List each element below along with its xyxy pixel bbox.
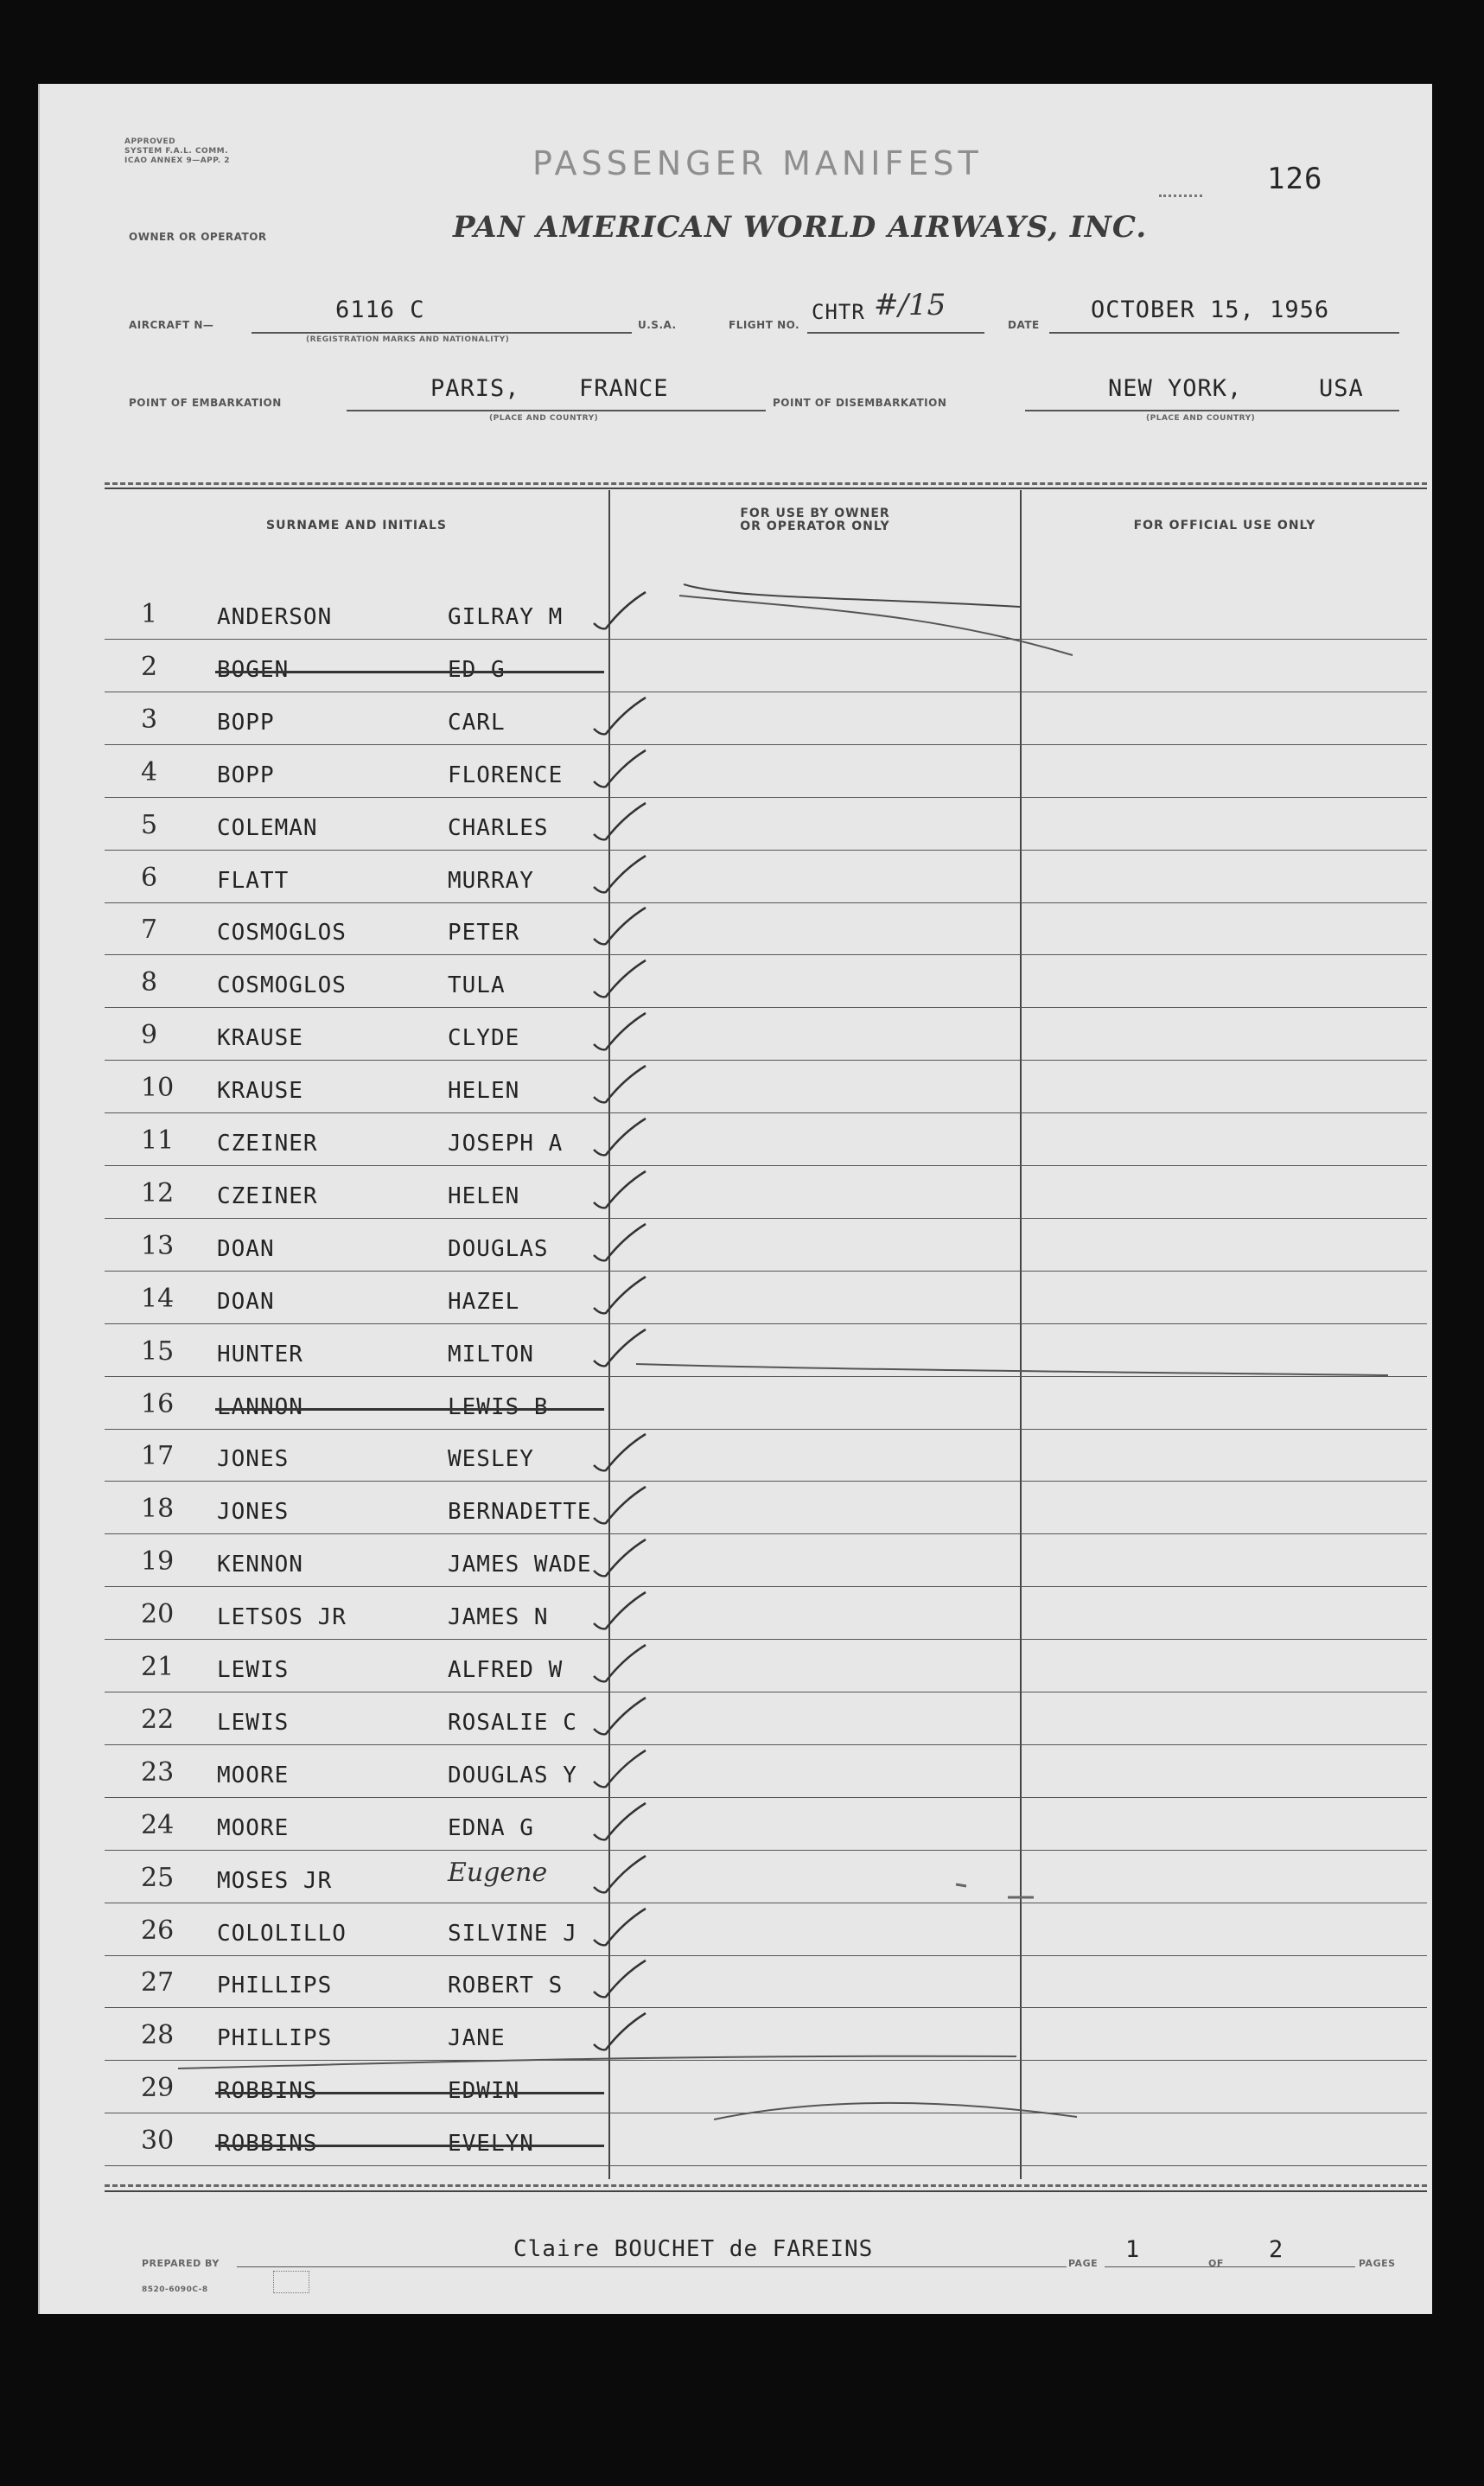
row-number: 20	[141, 1599, 175, 1630]
passenger-surname: CZEINER	[217, 1131, 318, 1157]
disembarkation-note: (PLACE AND COUNTRY)	[1146, 414, 1256, 423]
row-number: 25	[141, 1862, 175, 1893]
approval-line: APPROVED	[124, 137, 176, 146]
embarkation-city: PARIS,	[430, 375, 520, 402]
passenger-surname: PHILLIPS	[217, 1973, 333, 1999]
passenger-given-name: CLYDE	[448, 1025, 520, 1052]
prepared-by-label: PREPARED BY	[142, 2258, 220, 2269]
row-number: 28	[141, 2020, 175, 2051]
official-use-column-header: FOR OFFICIAL USE ONLY	[1133, 519, 1316, 532]
row-number: 13	[141, 1230, 175, 1261]
pages-label: PAGES	[1359, 2258, 1396, 2269]
prepared-by-underline	[237, 2266, 1067, 2267]
passenger-surname: MOSES JR	[217, 1867, 333, 1894]
passenger-given-name: MILTON	[448, 1341, 534, 1367]
passenger-surname: JONES	[217, 1499, 290, 1526]
prepared-by-name: Claire BOUCHET de FAREINS	[513, 2236, 874, 2262]
passenger-surname: COLEMAN	[217, 814, 318, 841]
approval-line: SYSTEM F.A.L. COMM.	[124, 147, 229, 156]
row-number: 11	[141, 1125, 175, 1156]
disembarkation-label: POINT OF DISEMBARKATION	[773, 397, 947, 409]
passenger-given-name: GILRAY M	[448, 604, 564, 630]
owner-use-header-line: FOR USE BY OWNER	[740, 507, 890, 520]
disembarkation-city: NEW YORK,	[1108, 375, 1243, 402]
row-number: 12	[141, 1177, 175, 1208]
page-label: PAGE	[1068, 2258, 1099, 2269]
row-number: 26	[141, 1915, 175, 1946]
passenger-surname: MOORE	[217, 1762, 290, 1788]
passenger-surname: DOAN	[217, 1288, 275, 1315]
row-number: 18	[141, 1494, 175, 1525]
passenger-given-name: HAZEL	[448, 1288, 520, 1315]
passenger-given-name: SILVINE J	[448, 1920, 577, 1947]
row-number: 14	[141, 1283, 175, 1314]
passenger-given-name: JANE	[448, 2025, 506, 2052]
row-number: 29	[141, 2073, 175, 2104]
row-number: 23	[141, 1756, 175, 1788]
passenger-given-name: CHARLES	[448, 814, 549, 841]
passenger-surname: COLOLILLO	[217, 1920, 347, 1947]
passenger-given-name: CARL	[448, 709, 506, 736]
passenger-given-name: DOUGLAS Y	[448, 1762, 577, 1788]
passenger-surname: CZEINER	[217, 1182, 318, 1209]
page-underline	[1105, 2266, 1355, 2267]
row-number: 15	[141, 1335, 175, 1367]
passenger-given-name: DOUGLAS	[448, 1235, 549, 1262]
row-number: 8	[141, 967, 158, 998]
stray-pen-marks	[956, 1884, 1034, 1897]
disembarkation-country: USA	[1319, 375, 1364, 402]
operator-name: PAN AMERICAN WORLD AIRWAYS, INC.	[453, 210, 1148, 245]
embarkation-country: FRANCE	[579, 375, 669, 402]
embarkation-note: (PLACE AND COUNTRY)	[489, 414, 599, 423]
row-number: 2	[141, 651, 158, 682]
row-16-strike-scribble	[636, 1364, 1388, 1375]
passenger-surname: BOPP	[217, 709, 275, 736]
handwritten-marks	[40, 84, 1432, 2314]
passenger-given-name: TULA	[448, 972, 506, 999]
row-29-strike-scribble	[178, 2056, 1016, 2068]
passenger-surname: FLATT	[217, 867, 290, 894]
passenger-surname: PHILLIPS	[217, 2025, 333, 2052]
aircraft-number: 6116 C	[335, 296, 425, 323]
row-number: 1	[141, 599, 158, 629]
row-number: 4	[141, 756, 158, 787]
passenger-given-name: BERNADETTE	[448, 1499, 592, 1526]
row-number: 3	[141, 704, 158, 735]
passenger-given-name: MURRAY	[448, 867, 534, 894]
passenger-surname: BOPP	[217, 762, 275, 788]
usa-label: U.S.A.	[638, 319, 677, 331]
approval-line: ICAO ANNEX 9—APP. 2	[124, 156, 231, 165]
flight-date: OCTOBER 15, 1956	[1091, 296, 1330, 323]
passenger-given-name: ED G	[448, 656, 506, 683]
embarkation-label: POINT OF EMBARKATION	[129, 397, 282, 409]
surname-column-header: SURNAME AND INITIALS	[266, 519, 447, 532]
passenger-given-name: ROSALIE C	[448, 1709, 577, 1736]
manifest-sheet	[38, 84, 1432, 2314]
row-number: 24	[141, 1809, 175, 1840]
passenger-surname: MOORE	[217, 1814, 290, 1841]
passenger-given-name: EDNA G	[448, 1814, 534, 1841]
passenger-given-name: WESLEY	[448, 1446, 534, 1473]
passenger-surname: LANNON	[217, 1393, 303, 1420]
date-label: DATE	[1008, 319, 1040, 331]
passenger-surname: LEWIS	[217, 1709, 290, 1736]
row-2-strike-scribble	[684, 584, 1020, 607]
passenger-surname: KRAUSE	[217, 1025, 303, 1052]
passenger-surname: BOGEN	[217, 656, 290, 683]
passenger-given-name: EDWIN	[448, 2078, 520, 2105]
page-number: 1	[1125, 2236, 1141, 2263]
passenger-surname: ANDERSON	[217, 604, 333, 630]
passenger-surname: KENNON	[217, 1552, 303, 1578]
form-number: 8520-6090C-8	[142, 2285, 208, 2294]
passenger-given-name: HELEN	[448, 1182, 520, 1209]
row-30-strike-scribble	[714, 2103, 1077, 2119]
passenger-surname: JONES	[217, 1446, 290, 1473]
of-label: OF	[1208, 2258, 1224, 2269]
owner-use-header-line: OR OPERATOR ONLY	[740, 520, 890, 533]
row-number: 9	[141, 1020, 158, 1051]
page-stamp-number: 126	[1267, 162, 1323, 196]
row-number: 16	[141, 1388, 175, 1419]
row-number: 10	[141, 1073, 175, 1104]
row-number: 27	[141, 1967, 175, 1998]
passenger-surname: COSMOGLOS	[217, 972, 347, 999]
registration-note: (REGISTRATION MARKS AND NATIONALITY)	[306, 335, 510, 344]
passenger-surname: ROBBINS	[217, 2131, 318, 2158]
page-total: 2	[1269, 2236, 1284, 2263]
passenger-given-name: JAMES N	[448, 1604, 549, 1631]
row-number: 6	[141, 862, 158, 893]
passenger-given-name: FLORENCE	[448, 762, 564, 788]
passenger-given-name: JOSEPH A	[448, 1131, 564, 1157]
row-number: 17	[141, 1441, 175, 1472]
flight-number: CHTR	[812, 300, 865, 324]
passenger-given-name: JAMES WADE	[448, 1552, 592, 1578]
passenger-surname: LEWIS	[217, 1657, 290, 1683]
passenger-given-name: ALFRED W	[448, 1657, 564, 1683]
passenger-given-name: LEWIS B	[448, 1393, 549, 1420]
printer-mark-icon	[273, 2271, 309, 2293]
passenger-surname: COSMOGLOS	[217, 920, 347, 947]
passenger-surname: LETSOS JR	[217, 1604, 347, 1631]
owner-label: OWNER OR OPERATOR	[129, 231, 267, 243]
passenger-given-name: PETER	[448, 920, 520, 947]
flight-number-handwritten: #/15	[874, 288, 946, 322]
passenger-surname: DOAN	[217, 1235, 275, 1262]
row-number: 7	[141, 915, 158, 946]
row-number: 5	[141, 809, 158, 840]
row-number: 22	[141, 1704, 175, 1735]
passenger-given-name: ROBERT S	[448, 1973, 564, 1999]
passenger-given-name: EVELYN	[448, 2131, 534, 2158]
form-title: PASSENGER MANIFEST	[532, 144, 983, 182]
passenger-given-name: HELEN	[448, 1078, 520, 1105]
passenger-surname: KRAUSE	[217, 1078, 303, 1105]
row-number: 30	[141, 2126, 175, 2157]
passenger-given-name: Eugene	[448, 1857, 548, 1888]
row-number: 19	[141, 1546, 175, 1578]
flight-label: FLIGHT NO.	[729, 319, 800, 331]
passenger-surname: ROBBINS	[217, 2078, 318, 2105]
aircraft-label: AIRCRAFT N—	[129, 319, 214, 331]
row-number: 21	[141, 1652, 175, 1682]
row-2-strike-scribble	[679, 596, 1073, 655]
passenger-surname: HUNTER	[217, 1341, 303, 1367]
